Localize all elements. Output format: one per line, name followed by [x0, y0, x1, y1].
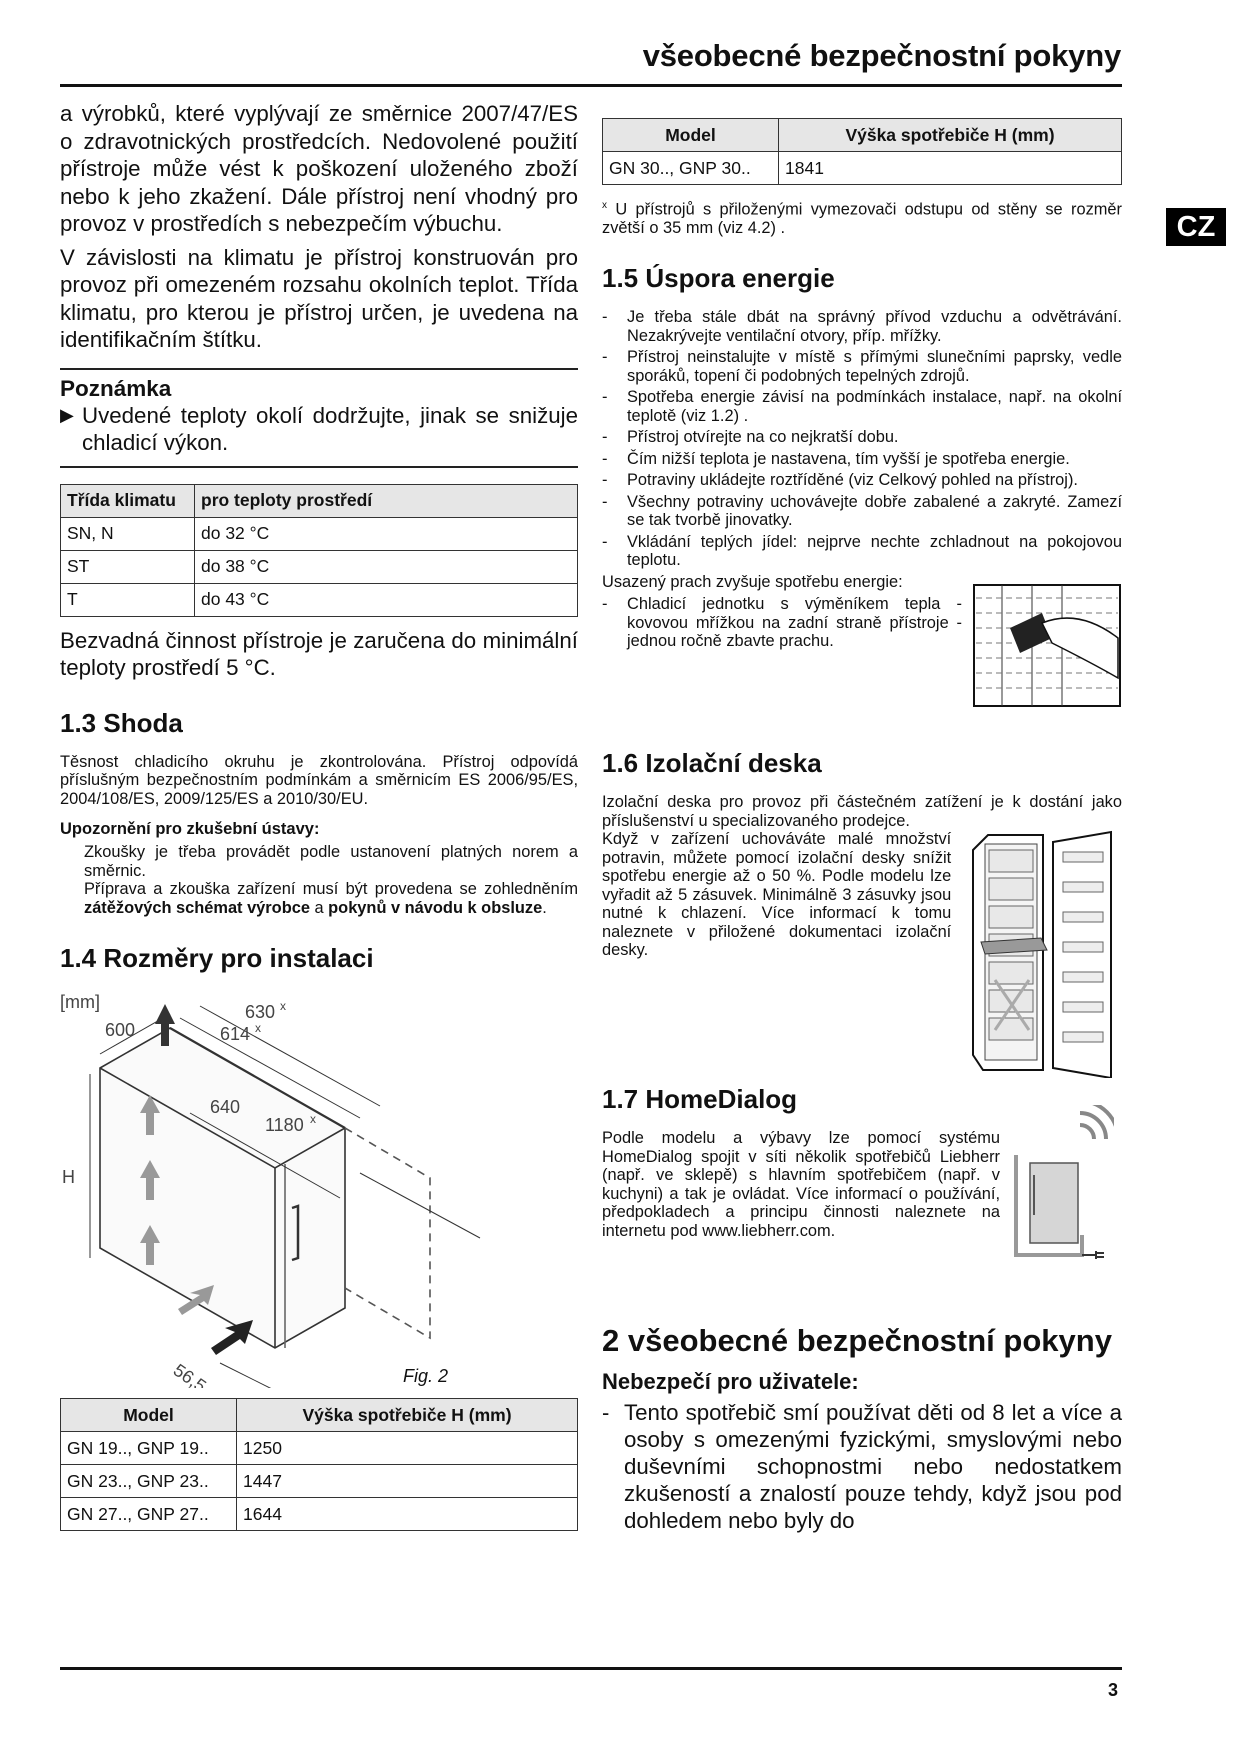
- list-item: - Chladicí jednotku s výměníkem tepla - kovovou mřížkou na zadní straně přístroje - jednou ročně zbavte prachu.: [602, 595, 962, 651]
- language-badge: CZ: [1166, 208, 1226, 246]
- dim-h: H: [62, 1167, 75, 1187]
- list-item-text: Vkládání teplých jídel: nejprve nechte zchladnout na pokojovou teplotu.: [627, 532, 1122, 570]
- section-1-6-title: 1.6 Izolační deska: [602, 748, 822, 779]
- table-row: [61, 583, 578, 616]
- fridge-dimensions-drawing: [60, 988, 578, 1388]
- table-cell: ST: [61, 550, 195, 583]
- table-row: [61, 1465, 578, 1498]
- table-header: Výška spotřebiče H (mm): [237, 1399, 578, 1432]
- testing-note-line-1: Zkoušky je třeba provádět podle ustanovení platných norem a směrnic.: [84, 843, 578, 880]
- figure-caption: Fig. 2: [403, 1366, 449, 1386]
- freezer-with-insulation-plate-illustration: [963, 830, 1122, 1078]
- table-header-row: [603, 119, 1122, 152]
- table-header: pro teploty prostředí: [195, 484, 578, 517]
- superscript-x: x: [255, 1021, 261, 1035]
- list-item-text: Všechny potraviny uchovávejte dobře zabalené a zakryté. Zamezí se tak tvorbě jinovatky.: [627, 492, 1122, 530]
- table-cell: 1447: [237, 1465, 578, 1498]
- section-2-subtitle: [602, 1369, 1122, 1395]
- triangle-right-icon: ▶: [60, 404, 74, 425]
- table-cell: do 43 °C: [195, 583, 578, 616]
- condenser-cleaning-illustration: [972, 583, 1122, 708]
- dust-intro: Usazený prach zvyšuje spotřebu energie:: [602, 572, 903, 591]
- min-temp-text: Bezvadná činnost přístroje je zaručena do minimální teploty prostředí 5 °C.: [60, 627, 578, 680]
- installation-dimensions-figure: [60, 988, 578, 1388]
- table-cell: 1644: [237, 1498, 578, 1531]
- table-row: [61, 517, 578, 550]
- section-1-7-title: 1.7 HomeDialog: [602, 1084, 798, 1115]
- table-header-row: [61, 1399, 578, 1432]
- section-1-6-text-1: Izolační deska pro provoz při částečném zatížení je k dostání jako příslušenství u specializovaného prodejce.: [602, 793, 1122, 830]
- subtitle-text: Nebezpečí pro uživatele:: [602, 1369, 859, 1395]
- section-1-4-title: 1.4 Rozměry pro instalaci: [60, 943, 374, 973]
- list-item-text: Tento spotřebič smí používat děti od 8 let a více a osoby s omezenými fyzickými, smyslovými nebo duševními schopnostmi nebo nedostatkem zkušeností a znalostí pouze tehdy, když jsou pod dohledem nebo byly do: [624, 1400, 1122, 1534]
- table-header: Třída klimatu: [61, 484, 195, 517]
- superscript-x: x: [310, 1112, 316, 1126]
- table-cell: 1250: [237, 1432, 578, 1465]
- note-text: Uvedené teploty okolí dodržujte, jinak se snižuje chladicí výkon.: [82, 402, 578, 455]
- text-span: Příprava a zkouška zařízení musí být provedena se zohledněním: [84, 880, 578, 898]
- footnote-text: U přístrojů s přiloženými vymezovači odstupu od stěny se rozměr zvětší o 35 mm (viz 4.2) .: [602, 200, 1122, 237]
- climate-paragraph: V závislosti na klimatu je přístroj konstruován pro provoz při omezeném rozsahu okolních teplot. Třída klimatu, pro kterou je přístroj určen, je uvedena na identifikačním štítku.: [60, 244, 578, 352]
- footnote-mark: x: [602, 200, 607, 211]
- table-header: Model: [61, 1399, 237, 1432]
- table-header-row: [61, 484, 578, 517]
- bold-span: pokynů v návodu k obsluze: [328, 898, 543, 917]
- dim-1180: 1180: [265, 1115, 304, 1135]
- dim-630: 630: [245, 1002, 276, 1022]
- table-row: [603, 152, 1122, 185]
- dust-block: [602, 595, 1122, 708]
- list-item-text: Je třeba stále dbát na správný přívod vzduchu a odvětrávání. Nezakrývejte ventilační otvory, příp. mřížky.: [627, 308, 1122, 345]
- table-cell: 1841: [779, 152, 1122, 185]
- text-span: .: [542, 898, 547, 917]
- superscript-x: x: [280, 999, 286, 1013]
- testing-note-line-2: [60, 880, 578, 917]
- list-item: - Přístroj otvírejte na co nejkratší dobu.: [602, 428, 899, 447]
- list-item-text: Chladicí jednotku s výměníkem tepla - kovovou mřížkou na zadní straně přístroje - jednou ročně zbavte prachu.: [627, 595, 962, 651]
- dim-640: 640: [210, 1097, 241, 1117]
- homedialog-appliance-icon: [1004, 1105, 1114, 1265]
- left-column: [60, 100, 578, 1531]
- dust-list: [602, 595, 962, 708]
- height-table-left: [60, 1398, 578, 1531]
- footer-rule: [60, 1667, 1122, 1670]
- table-cell: GN 27.., GNP 27..: [61, 1498, 237, 1531]
- list-item-text: Přístroj neinstalujte v místě s přímými slunečními paprsky, vedle sporáků, topení či podobných tepelných zdrojů.: [627, 348, 1122, 385]
- homedialog-block: [602, 1129, 1122, 1265]
- section-1-3-title: 1.3 Shoda: [60, 707, 183, 738]
- note-title: Poznámka: [60, 375, 172, 401]
- list-item-text: Čím nižší teplota je nastavena, tím vyšší je spotřeba energie.: [627, 449, 1070, 468]
- footnote: [602, 197, 1122, 237]
- section-2-title: 2 všeobecné bezpečnostní pokyny: [602, 1323, 1112, 1359]
- dim-600: 600: [105, 1020, 136, 1040]
- note-rule-top: [60, 368, 578, 370]
- table-header: Model: [603, 119, 779, 152]
- section-1-3-text: Těsnost chladicího okruhu je zkontrolována. Přístroj odpovídá příslušným bezpečnostním podmínkám a směrnicím ES 2006/95/ES, 2004/108/ES, 2009/125/ES a 2010/30/EU.: [60, 752, 578, 808]
- note-rule-bottom: [60, 466, 578, 468]
- right-column: [602, 100, 1122, 1534]
- list-item: - Přístroj neinstalujte v místě s přímými slunečními paprsky, vedle sporáků, topení či podobných tepelných zdrojů.: [602, 348, 1122, 385]
- table-row: [61, 1498, 578, 1531]
- table-cell: do 38 °C: [195, 550, 578, 583]
- dim-614: 614: [220, 1024, 251, 1044]
- testing-note-heading: Upozornění pro zkušební ústavy:: [60, 820, 320, 838]
- intro-paragraph: a výrobků, které vyplývají ze směrnice 2007/47/ES o zdravotnických prostředcích. Nedovolené použití přístroje může vést k poškození uloženého zboží nebo k jeho zkažení. Dále přístroj není vhodný pro provoz v prostředích s nebezpečím výbuchu.: [60, 101, 578, 236]
- table-row: [61, 1432, 578, 1465]
- text-span: a: [309, 898, 329, 917]
- dash-bullet: -: [602, 1400, 610, 1426]
- table-cell: GN 23.., GNP 23..: [61, 1465, 237, 1498]
- list-item-text: Přístroj otvírejte na co nejkratší dobu.: [627, 428, 899, 447]
- height-table-right: [602, 118, 1122, 185]
- climate-table: [60, 484, 578, 617]
- header-rule: [60, 84, 1122, 87]
- page-number: 3: [1107, 1680, 1118, 1700]
- table-cell: GN 30.., GNP 30..: [603, 152, 779, 185]
- section-1-5-title: 1.5 Úspora energie: [602, 263, 835, 294]
- section-1-6-text-2: Když v zařízení uchováváte malé množství potravin, můžete pomocí izolační desky snížit spotřebu energie až o 50 %. Podle modelu lze vyřadit až 5 zásuvek. Minimálně 3 zásuvky jsou nutné k chlazení. Více informací k tomu naleznete v přiložené dokumentaci izolační desky.: [602, 830, 952, 960]
- list-item: - Spotřeba energie závisí na podmínkách instalace, např. na okolní teplotě (viz 1.2) .: [602, 388, 1122, 425]
- list-item-text: Potraviny ukládejte roztříděné (viz Celkový pohled na přístroj).: [627, 471, 1078, 490]
- table-cell: GN 19.., GNP 19..: [61, 1432, 237, 1465]
- insulation-block: [602, 830, 1122, 1078]
- page-header-title: všeobecné bezpečnostní pokyny: [642, 38, 1121, 73]
- bold-span: zátěžových schémat výrobce: [84, 898, 310, 917]
- dim-56-5: 56,5: [169, 1359, 210, 1388]
- table-row: [61, 550, 578, 583]
- table-header: Výška spotřebiče H (mm): [779, 119, 1122, 152]
- unit-label: [mm]: [60, 992, 100, 1012]
- table-cell: do 32 °C: [195, 517, 578, 550]
- list-item: - Vkládání teplých jídel: nejprve nechte zchladnout na pokojovou teplotu.: [602, 532, 1122, 570]
- list-item: - Potraviny ukládejte roztříděné (viz Celkový pohled na přístroj).: [602, 471, 1078, 490]
- list-item: - Všechny potraviny uchovávejte dobře zabalené a zakryté. Zamezí se tak tvorbě jinovatky.: [602, 492, 1122, 530]
- table-cell: T: [61, 583, 195, 616]
- energy-saving-list: [602, 308, 1122, 570]
- list-item-text: Spotřeba energie závisí na podmínkách instalace, např. na okolní teplotě (viz 1.2) .: [627, 388, 1122, 425]
- list-item: - Čím nižší teplota je nastavena, tím vyšší je spotřeba energie.: [602, 449, 1070, 468]
- list-item: - Je třeba stále dbát na správný přívod vzduchu a odvětrávání. Nezakrývejte ventilační otvory, příp. mřížky.: [602, 308, 1122, 345]
- list-item: [602, 1399, 1122, 1534]
- section-1-7-text: Podle modelu a výbavy lze pomocí systému HomeDialog spojit v síti několik spotřebičů Liebherr (např. ve sklepě) s hlavním spotřebičem (např. v kuchyni) a tak je ovládat. Více informací o používání, předpokladech a principu činnosti naleznete na internetu pod www.liebherr.com.: [602, 1129, 1000, 1240]
- note-item: [60, 402, 578, 456]
- table-cell: SN, N: [61, 517, 195, 550]
